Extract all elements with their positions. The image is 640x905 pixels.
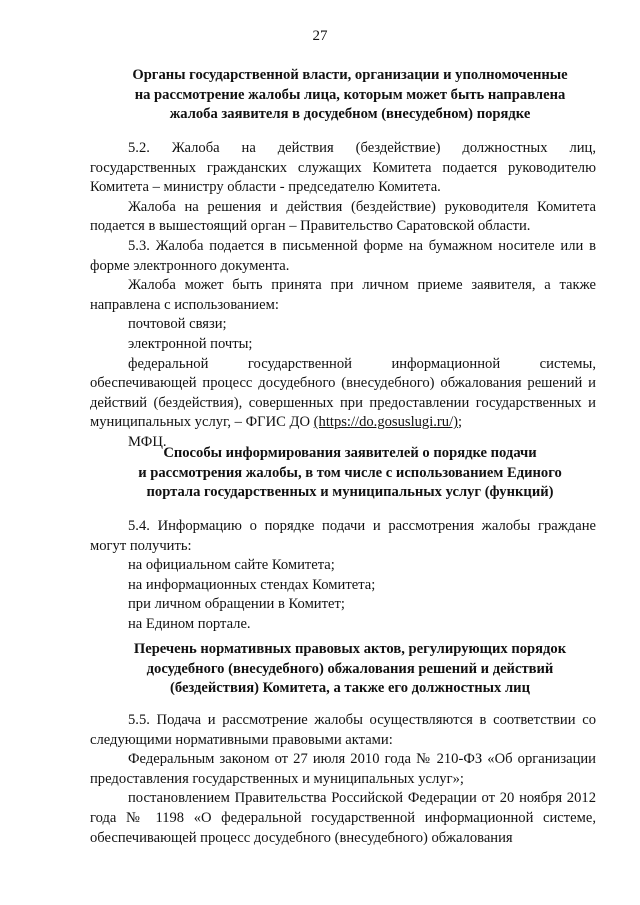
paragraph-federal-law: Федеральным законом от 27 июля 2010 года № 210-ФЗ «Об организации предоставления государственных и муниципальных услуг»; (90, 751, 596, 787)
paragraph-fgis-do (90, 355, 596, 433)
section-heading-complaint-bodies (90, 66, 610, 125)
heading-line: досудебного (внесудебного) обжалования решений и действий (146, 660, 554, 677)
section-body-informing (90, 517, 596, 635)
heading-line: и рассмотрения жалобы, в том числе с использованием Единого (138, 464, 562, 481)
section-body-complaint-bodies (90, 139, 596, 453)
section-body-legal-acts (90, 711, 596, 848)
section-heading-legal-acts (90, 640, 610, 699)
list-item: почтовой связи; (128, 316, 227, 333)
heading-line: Органы государственной власти, организации и уполномоченные (132, 67, 568, 83)
fgis-tail: ; (458, 414, 463, 431)
paragraph-5-4: 5.4. Информацию о порядке подачи и рассмотрения жалобы граждане могут получить: (90, 518, 596, 554)
fgis-text: федеральной государственной информационной системы, обеспечивающей процесс досудебного (внесудебного) обжалования решений и действий (бездействия), совершенных при предоставлении государственных и муниципальных услуг, – ФГИС ДО (90, 355, 596, 431)
list-item-mfc: МФЦ. (128, 433, 167, 450)
list-item: на Едином портале. (128, 615, 251, 632)
heading-line: Способы информирования заявителей о порядке подачи (163, 445, 537, 461)
list-item: на официальном сайте Комитета; (128, 557, 335, 574)
heading-line: (бездействия) Комитета, а также его должностных лиц (169, 680, 531, 696)
section-heading-informing (90, 444, 610, 503)
list-item: электронной почты; (128, 335, 253, 352)
paragraph-5-2: 5.2. Жалоба на действия (бездействие) должностных лиц, государственных гражданских служащих Комитета подается руководителю Комитета – министру области - председателю Комитета. (90, 140, 596, 196)
paragraph-personal-reception: Жалоба может быть принята при личном приеме заявителя, а также направлена с использованием: (90, 277, 596, 313)
heading-line: портала государственных и муниципальных услуг (функций) (146, 484, 554, 500)
paragraph-5-5: 5.5. Подача и рассмотрение жалобы осуществляются в соответствии со следующими нормативными правовыми актами: (90, 712, 596, 748)
paragraph-5-3: 5.3. Жалоба подается в письменной форме на бумажном носителе или в форме электронного документа. (90, 237, 596, 274)
page-number: 27 (312, 28, 328, 44)
paragraph-government-decree: постановлением Правительства Российской Федерации от 20 ноября 2012 года № 1198 «О федеральной государственной информационной системе, обеспечивающей процесс досудебного (внесудебного) обжалования (90, 790, 596, 846)
heading-line: жалоба заявителя в досудебном (внесудебном) порядке (169, 106, 531, 122)
gosuslugi-link[interactable]: (https://do.gosuslugi.ru/) (313, 414, 458, 431)
list-item: при личном обращении в Комитет; (128, 596, 345, 613)
list-item: на информационных стендах Комитета; (128, 576, 376, 593)
paragraph-head-complaint: Жалоба на решения и действия (бездействие) руководителя Комитета подается в вышестоящий орган – Правительство Саратовской области. (90, 198, 596, 235)
heading-line: Перечень нормативных правовых актов, регулирующих порядок (133, 641, 567, 657)
heading-line: на рассмотрение жалобы лица, которым может быть направлена (134, 86, 566, 103)
